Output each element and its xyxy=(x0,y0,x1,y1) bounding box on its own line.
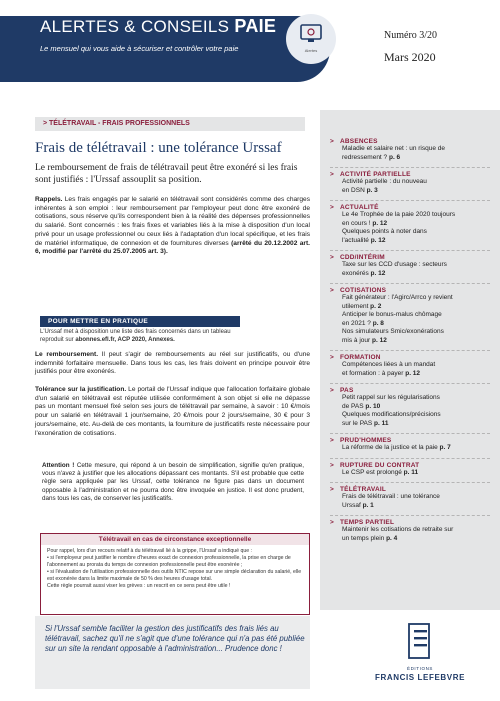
practice-box-title: POUR METTRE EN PRATIQUE xyxy=(40,316,240,327)
toc-divider xyxy=(330,515,490,516)
toc-page-ref: p. 2 xyxy=(368,302,382,310)
toc-line: Le CSP est prolongé p. 11 xyxy=(342,468,419,476)
toc-line: de PAS p. 10 xyxy=(342,402,381,410)
toc-page-ref: p. 12 xyxy=(370,336,387,344)
chevron-right-icon: > xyxy=(330,171,334,178)
chevron-right-icon: > xyxy=(330,204,334,211)
toc-line: Quelques modifications/précisions xyxy=(342,411,441,418)
toc-line: Frais de télétravail : une tolérance xyxy=(342,493,440,500)
toc-line: Compétences liées à un mandat xyxy=(342,361,436,368)
chevron-right-icon: > xyxy=(330,138,334,145)
toc-line: en cours ! p. 12 xyxy=(342,219,388,227)
toc-category: > CDD/INTÉRIM xyxy=(330,254,385,261)
toc-category: > PRUD'HOMMES xyxy=(330,437,392,444)
toc-line: sur le PAS p. 11 xyxy=(342,419,389,427)
toc-page-ref: p. 1 xyxy=(360,501,374,509)
chevron-right-icon: > xyxy=(330,486,334,493)
toc-page-ref: p. 11 xyxy=(372,419,389,427)
paragraph-tolerance: Tolérance sur la justification. Le portail de l'Urssaf indique que l'allocation forfaitaire globale d'un salarié en télétravail est réputée utilisée conformément à son objet si elle ne dépasse pas un montant mensuel fixé selon ses jours de télétravail par semaine, à savoir : 10 €/mois pour un salarié en télétravail 1 jour/semaine, 20 €/mois pour 2 jours/semaine, 30 € pour 3 jours/semaine, etc. Au-delà de ces montants, la fourniture de justificatifs reste nécessaire pour l'exonération de cotisations. xyxy=(35,386,310,437)
toc-page-ref: p. 7 xyxy=(437,444,451,451)
toc-line: redressement ? p. 6 xyxy=(342,153,401,161)
toc-entry[interactable] xyxy=(330,254,500,278)
publisher-logo-icon xyxy=(405,622,435,662)
paragraph-remboursement: Le remboursement. Il peut s'agir de remboursements au réel sur justificatifs, ou d'une indemnité forfaitaire mensuelle. Dans tous les cas, les frais doivent en principe pouvoir être justifiés pour être exonérés. xyxy=(35,351,310,376)
chevron-right-icon: > xyxy=(330,519,334,526)
chevron-right-icon: > xyxy=(330,287,334,294)
exceptional-telework-box xyxy=(40,533,310,615)
toc-category: > RUPTURE DU CONTRAT xyxy=(330,461,420,469)
toc-line: Quelques points à noter dans xyxy=(342,228,427,235)
toc-category: > FORMATION xyxy=(330,354,381,361)
toc-line: un temps plein p. 4 xyxy=(342,534,398,542)
toc-page-ref: p. 3 xyxy=(364,186,378,194)
toc-category: > COTISATIONS xyxy=(330,287,387,294)
summary-sidebar xyxy=(320,110,500,610)
toc-line: exonérés p. 12 xyxy=(342,269,386,277)
toc-line: Le 4e Trophée de la paie 2020 toujours xyxy=(342,211,456,218)
toc-entry[interactable] xyxy=(330,437,500,453)
toc-page-ref: p. 4 xyxy=(384,534,398,542)
chevron-right-icon: > xyxy=(330,387,334,394)
toc-page-ref: p. 12 xyxy=(368,269,386,277)
toc-divider xyxy=(330,433,490,434)
practice-link[interactable]: abonnes.efl.fr, ACP 2020, Annexes. xyxy=(75,337,175,343)
alert-badge-caption: Alertes xyxy=(304,48,318,53)
publisher-logo xyxy=(370,622,470,692)
monitor-icon xyxy=(299,23,323,45)
toc-line: La réforme de la justice et la paie p. 7 xyxy=(342,444,451,451)
toc-category: > PAS xyxy=(330,387,354,394)
toc-line: mis à jour p. 12 xyxy=(342,336,387,344)
toc-divider xyxy=(330,350,490,351)
toc-page-ref: p. 11 xyxy=(401,468,419,476)
rappels-label: Rappels. xyxy=(35,196,63,203)
publication-title: ALERTES & CONSEILS PAIE xyxy=(40,16,277,36)
article-title: Frais de télétravail : une tolérance Urssaf xyxy=(35,140,282,156)
chevron-right-icon: > xyxy=(330,437,334,444)
toc-divider xyxy=(330,167,490,168)
footer-callout xyxy=(35,616,310,689)
toc-line: Taxe sur les CCD d'usage : secteurs xyxy=(342,261,447,268)
chevron-right-icon: > xyxy=(330,254,334,261)
toc-entry[interactable] xyxy=(330,171,500,195)
exceptional-telework-body: Pour rappel, lors d'un recours relatif à du télétravail lié à la grippe, l'Urssaf a indiqué que : • si l'employeur peut justifier le nombre d'heures exact de connexion professionnelle, la prise en charge de l'abonnement au prorata du temps de connexion professionnelle peut être exonérée ; • si l'évaluation de l'utilisation professionnelle des outils NTIC repose sur une simple déclaration du salarié, elle est exonérée dans la limite maximale de 50 % des heures d'usage total. Cette règle pourrait aussi viser les grèves : un rescrit en ce sens peut être utile ! xyxy=(47,548,302,589)
toc-entry[interactable] xyxy=(330,462,500,478)
toc-line: Activité partielle : du nouveau xyxy=(342,178,427,185)
toc-category: > TÉLÉTRAVAIL xyxy=(330,486,387,493)
toc-entry[interactable] xyxy=(330,486,500,510)
publisher-editions: ÉDITIONS xyxy=(406,666,434,671)
chevron-right-icon: > xyxy=(330,354,334,361)
toc-page-ref: p. 10 xyxy=(363,402,381,410)
exceptional-telework-title: Télétravail en cas de circonstance exceptionnelle xyxy=(41,534,309,545)
toc-line: Maintenir les cotisations de retraite sur xyxy=(342,526,454,533)
toc-entry[interactable] xyxy=(330,204,500,245)
toc-line: l'actualité p. 12 xyxy=(342,236,386,244)
toc-line: Anticiper le bonus-malus chômage xyxy=(342,311,442,318)
toc-page-ref: p. 12 xyxy=(370,219,388,227)
footer-callout-text: Si l'Urssaf semble faciliter la gestion des justificatifs des frais liés au télétravail, sachez qu'il ne s'agit que d'une tolérance qui n'a pas été publiée sur un site la rendant opposable à l'administration... Prudence donc ! xyxy=(45,624,305,654)
toc-line: Maladie et salaire net : un risque de xyxy=(342,145,445,152)
section-tag: > TÉLÉTRAVAIL - FRAIS PROFESSIONNELS xyxy=(35,117,305,131)
toc-entry[interactable] xyxy=(330,387,500,428)
toc-category: > ACTUALITÉ xyxy=(330,204,379,211)
toc-line: en 2021 ? p. 8 xyxy=(342,319,384,327)
toc-entry[interactable] xyxy=(330,287,500,345)
toc-divider xyxy=(330,458,490,459)
toc-page-ref: p. 6 xyxy=(387,153,401,161)
toc-line: utilement p. 2 xyxy=(342,302,382,310)
article-lead: Le remboursement de frais de télétravail peut être exonéré si les frais sont justifiés : l'Urssaf assouplit sa position. xyxy=(35,163,298,185)
toc-divider xyxy=(330,283,490,284)
toc-line: Petit rappel sur les régularisations xyxy=(342,394,440,401)
toc-page-ref: p. 12 xyxy=(403,369,421,377)
toc-page-ref: p. 12 xyxy=(368,236,386,244)
paragraph-rappels: Rappels. Les frais engagés par le salarié en télétravail sont considérés comme des charges inhérentes à son emploi : leur remboursement par l'employeur peut donc être exonéré de cotisations, sous réserve qu'ils correspondent bien à la réalité des dépenses professionnelles du salarié. Sont concernés : les frais fixes et variables liés à la mise à disposition d'un local privé pour un usage professionnel ou ceux liés à l'adaptation d'un local spécifique, et les frais de matériel informatique, de connexion et de fournitures diverses (arrêté du 20.12.2002 art. 6, modifié par l'arrêté du 25.07.2005 art. 3). xyxy=(35,196,310,256)
toc-category: > ABSENCES xyxy=(330,138,378,145)
issue-date: Mars 2020 xyxy=(384,50,436,64)
alert-badge xyxy=(286,14,336,64)
toc-entry[interactable] xyxy=(330,138,500,162)
attention-note: Attention ! Cette mesure, qui répond à un besoin de simplification, signifie qu'en pratique, vous n'avez à justifier que les allocations dépassant ces montants. S'il est probable que cette règle sera appliquée par les Urssaf, cette tolérance ne figure pas dans un document opposable à l'administration et ne pourra donc être invoquée en justice. Il est donc prudent, dans tous les cas, de conserver les justificatifs. xyxy=(42,462,304,502)
toc-divider xyxy=(330,250,490,251)
toc-divider xyxy=(330,200,490,201)
toc-category: > TEMPS PARTIEL xyxy=(330,519,395,526)
toc-line: en DSN p. 3 xyxy=(342,186,378,194)
issue-number: Numéro 3/20 xyxy=(384,30,438,41)
publisher-name: FRANCIS LEFEBVRE xyxy=(374,673,466,682)
toc-page-ref: p. 8 xyxy=(370,319,384,327)
toc-entry[interactable] xyxy=(330,519,500,543)
toc-line: et formation : à payer p. 12 xyxy=(342,369,421,377)
toc-category: > ACTIVITÉ PARTIELLE xyxy=(330,171,411,178)
toc-line: Fait générateur : l'Agirc/Arrco y revient xyxy=(342,294,453,301)
toc-entry[interactable] xyxy=(330,354,500,378)
toc-line: Nos simulateurs Smic/exonérations xyxy=(342,328,444,335)
chevron-right-icon: > xyxy=(330,461,334,469)
toc-divider xyxy=(330,482,490,483)
toc-line: Urssaf p. 1 xyxy=(342,501,374,509)
publication-subtitle: Le mensuel qui vous aide à sécuriser et contrôler votre paie xyxy=(40,44,239,53)
toc-divider xyxy=(330,383,490,384)
practice-box-text: L'Urssaf met à disposition une liste des frais concernés dans un tableau reproduit sur abonnes.efl.fr, ACP 2020, Annexes. xyxy=(40,329,231,343)
